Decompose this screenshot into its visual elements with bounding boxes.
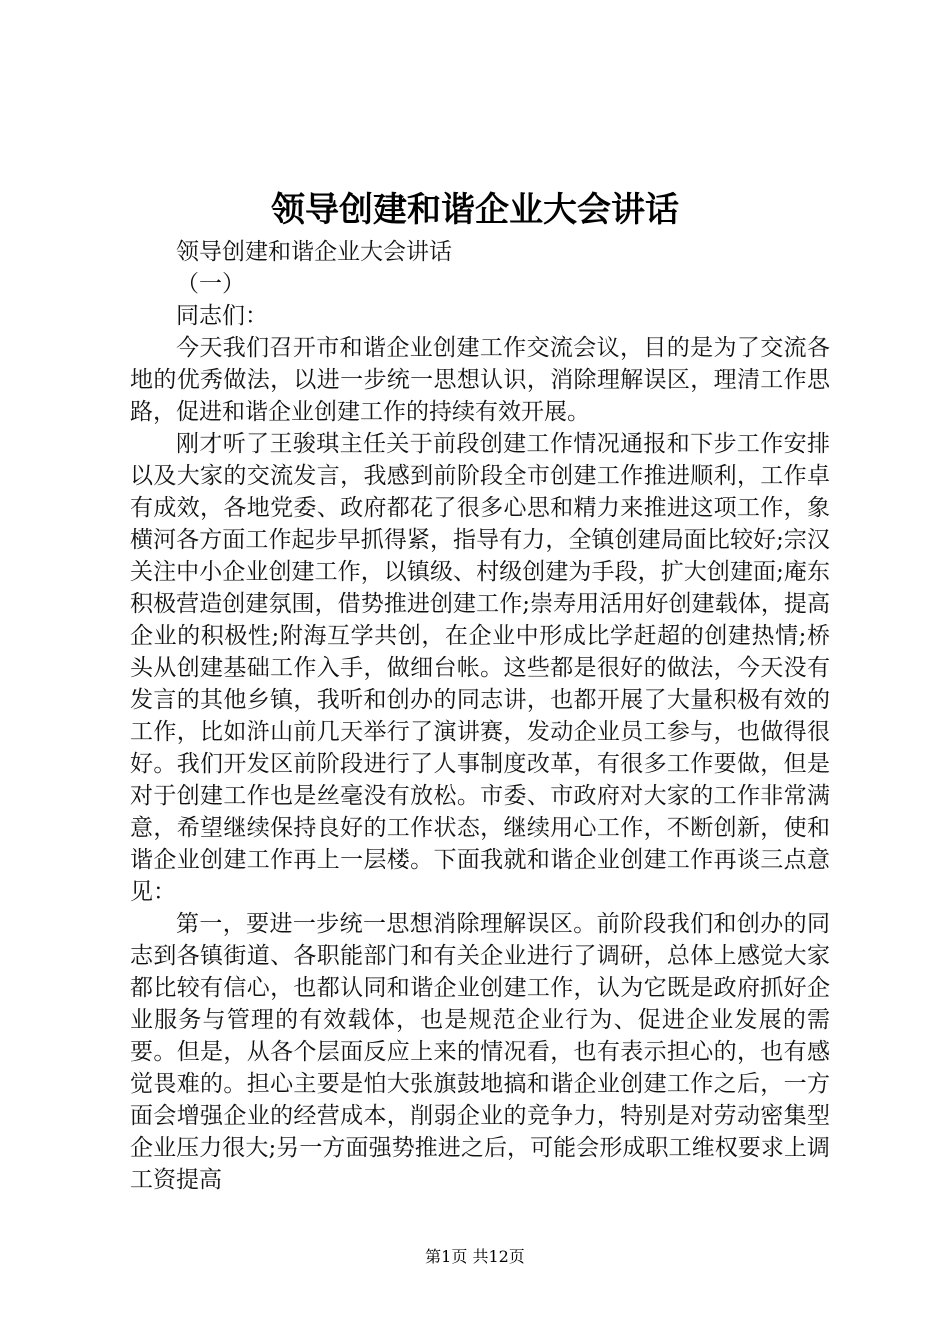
paragraph: 第一，要进一步统一思想消除理解误区。前阶段我们和创办的同志到各镇街道、各职能部门和有关企业进行了调研，总体上感觉大家都比较有信心，也都认同和谐企业创建工作，认为它既是政府抓好企业服务与管理的有效载体，也是规范企业行为、促进企业发展的需要。但是，从各个层面反应上来的情况看，也有表示担心的，也有感觉畏难的。担心主要是怕大张旗鼓地搞和谐企业创建工作之后，一方面会增强企业的经营成本，削弱企业的竞争力，特别是对劳动密集型企业压力很大;另一方面强势推进之后，可能会形成职工维权要求上调工资提高 [130,911,830,1193]
paragraph: 领导创建和谐企业大会讲话 [176,239,452,265]
paragraph: 刚才听了王骏琪主任关于前段创建工作情况通报和下步工作安排以及大家的交流发言，我感到前阶段全市创建工作推进顺利，工作卓有成效，各地党委、政府都花了很多心思和精力来推进这项工作，象横河各方面工作起步早抓得紧，指导有力，全镇创建局面比较好;宗汉关注中小企业创建工作，以镇级、村级创建为手段，扩大创建面;庵东积极营造创建氛围，借势推进创建工作;崇寿用活用好创建载体，提高企业的积极性;附海互学共创，在企业中形成比学赶超的创建热情;桥头从创建基础工作入手，做细台帐。这些都是很好的做法，今天没有发言的其他乡镇，我听和创办的同志讲，也都开展了大量积极有效的工作，比如浒山前几天举行了演讲赛，发动企业员工参与，也做得很好。我们开发区前阶段进行了人事制度改革，有很多工作要做，但是对于创建工作也是丝毫没有放松。市委、市政府对大家的工作非常满意，希望继续保持良好的工作状态，继续用心工作，不断创新，使和谐企业创建工作再上一层楼。下面我就和谐企业创建工作再谈三点意见： [130,431,830,905]
paragraph: （一） [176,271,245,297]
document-title: 领导创建和谐企业大会讲话 [271,190,679,230]
paragraph: 今天我们召开市和谐企业创建工作交流会议，目的是为了交流各地的优秀做法，以进一步统一思想认识，消除理解误区，理清工作思路，促进和谐企业创建工作的持续有效开展。 [130,335,830,425]
page-number: 第1页 共12页 [425,1247,525,1266]
document-body [130,236,830,1196]
paragraph: 同志们： [176,303,268,329]
